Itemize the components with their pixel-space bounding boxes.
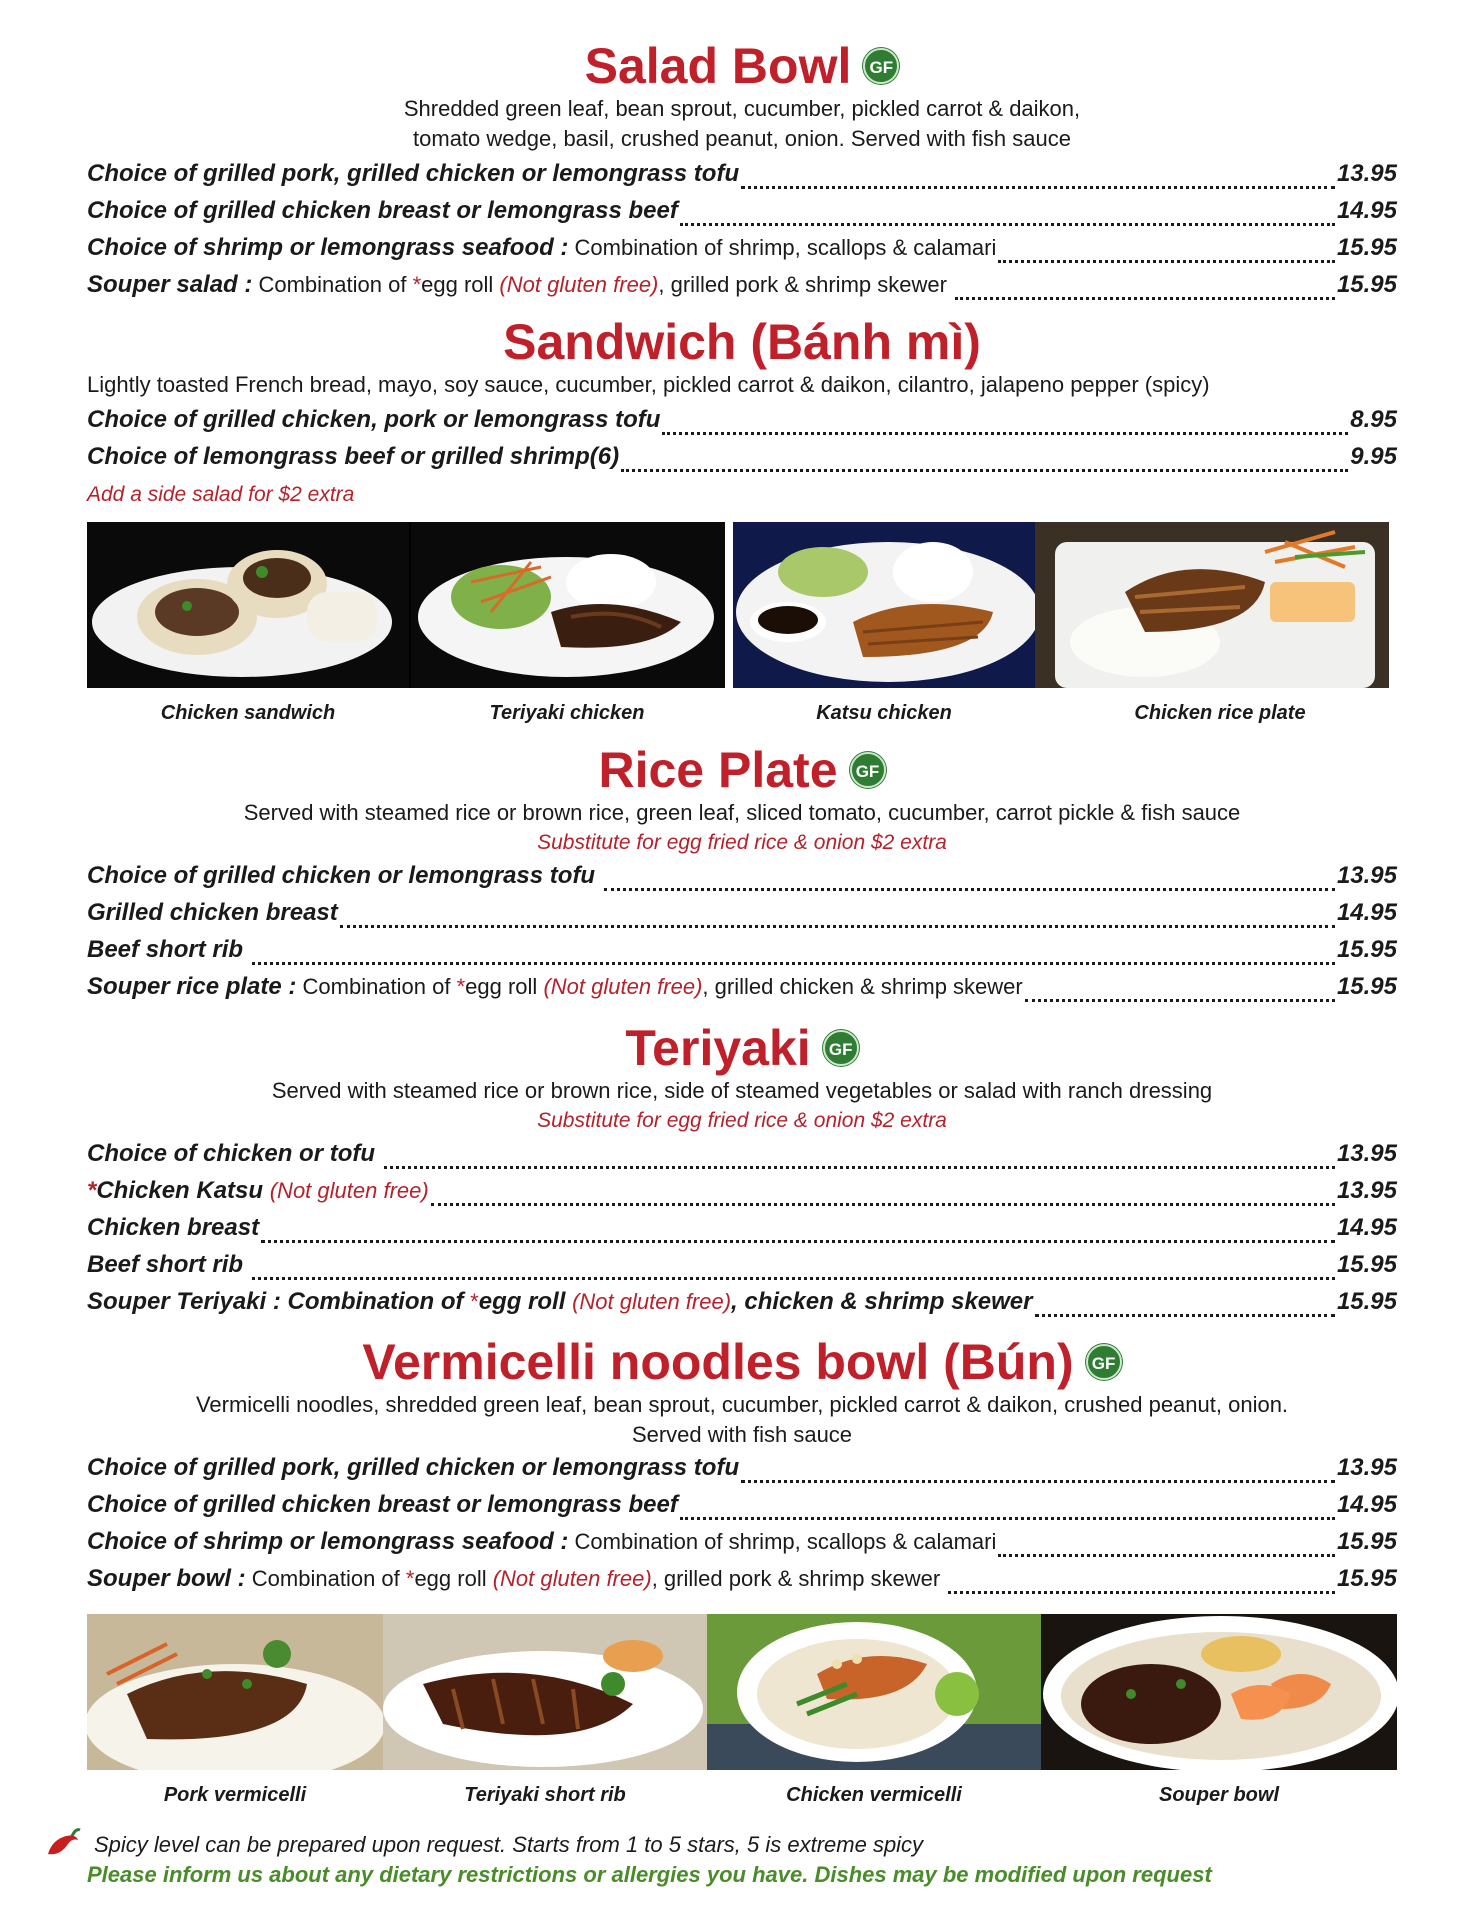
section-description: Vermicelli noodles, shredded green leaf, bean sprout, cucumber, pickled carrot & daikon, crushed peanut, onion. — [195, 1392, 1289, 1417]
section-title: Vermicelli noodles bowl (Bún) GF — [87, 1334, 1397, 1390]
menu-item: Choice of chicken or tofu 13.95 — [87, 1140, 1397, 1167]
photo-chicken-sandwich — [87, 522, 409, 688]
price: 14.95 — [1336, 1214, 1397, 1241]
teriyaki-section — [87, 1020, 1397, 1325]
photo-teriyaki-short-rib — [383, 1614, 707, 1770]
menu-item: Souper bowl : Combination of * egg roll (Not gluten free) , grilled pork & shrimp skewer 15.95 — [87, 1565, 1397, 1592]
price: 13.95 — [1336, 1140, 1397, 1167]
menu-item: Choice of grilled pork, grilled chicken or lemongrass tofu 13.95 — [87, 1454, 1397, 1481]
menu-item: Choice of grilled chicken or lemongrass tofu 13.95 — [87, 862, 1397, 889]
menu-item: Beef short rib 15.95 — [87, 1251, 1397, 1278]
menu-item: Souper salad : Combination of * egg roll (Not gluten free) , grilled pork & shrimp skewer 15.95 — [87, 271, 1397, 298]
vermicelli-section — [87, 1334, 1397, 1602]
section-title: Salad Bowl GF — [87, 38, 1397, 94]
section-title: Sandwich (Bánh mì) — [503, 314, 981, 370]
price: 15.95 — [1336, 271, 1397, 298]
price: 15.95 — [1336, 936, 1397, 963]
price: 15.95 — [1336, 1565, 1397, 1592]
menu-item: Choice of shrimp or lemongrass seafood : Combination of shrimp, scallops & calamari 15.95 — [87, 234, 1397, 261]
menu-item: Souper rice plate : Combination of * egg roll (Not gluten free) , grilled chicken & shrimp skewer 15.95 — [87, 973, 1397, 1000]
rice-plate-section — [87, 742, 1397, 1010]
photo-captions-bottom: Pork vermicelli Teriyaki short rib Chicken vermicelli Souper bowl — [163, 1784, 1279, 1806]
gluten-free-badge-icon: GF — [823, 1030, 859, 1066]
spicy-note: Spicy level can be prepared upon request. Starts from 1 to 5 stars, 5 is extreme spicy — [94, 1832, 924, 1857]
section-description: Served with steamed rice or brown rice, green leaf, sliced tomato, cucumber, carrot pickle & fish sauce — [243, 800, 1241, 825]
menu-item: Grilled chicken breast 14.95 — [87, 899, 1397, 926]
price: 13.95 — [1336, 1454, 1397, 1481]
photo-teriyaki-chicken — [409, 522, 725, 688]
photo-pork-vermicelli — [87, 1614, 383, 1770]
section-description: Shredded green leaf, bean sprout, cucumber, pickled carrot & daikon, — [403, 96, 1081, 121]
not-gluten-free-note: (Not gluten free) — [572, 1289, 732, 1314]
menu-item: Beef short rib 15.95 — [87, 936, 1397, 963]
section-note: Add a side salad for $2 extra — [87, 483, 355, 506]
price: 14.95 — [1336, 1491, 1397, 1518]
gluten-free-badge-icon: GF — [863, 48, 899, 84]
gluten-free-badge-icon: GF — [1086, 1344, 1122, 1380]
photo-chicken-vermicelli — [707, 1614, 1041, 1770]
menu-item: * Chicken Katsu (Not gluten free) 13.95 — [87, 1177, 1397, 1204]
section-note: Substitute for egg fried rice & onion $2 extra — [537, 1109, 947, 1132]
not-gluten-free-note: (Not gluten free) — [543, 974, 703, 999]
allergy-note: Please inform us about any dietary restrictions or allergies you have. Dishes may be modified upon request — [87, 1862, 1212, 1887]
price: 14.95 — [1336, 899, 1397, 926]
price: 13.95 — [1336, 160, 1397, 187]
not-gluten-free-note: (Not gluten free) — [492, 1566, 652, 1591]
price: 15.95 — [1336, 1528, 1397, 1555]
photo-souper-bowl — [1041, 1614, 1397, 1770]
sandwich-section — [87, 314, 1397, 510]
menu-item: Choice of lemongrass beef or grilled shrimp(6) 9.95 — [87, 443, 1397, 470]
price: 13.95 — [1336, 1177, 1397, 1204]
price: 8.95 — [1350, 406, 1397, 433]
menu-item: Choice of grilled chicken breast or lemongrass beef 14.95 — [87, 1491, 1397, 1518]
not-gluten-free-note: (Not gluten free) — [499, 272, 659, 297]
gluten-free-badge-icon: GF — [850, 752, 886, 788]
section-title: Teriyaki GF — [87, 1020, 1397, 1076]
photo-strip-bottom — [87, 1614, 1397, 1770]
section-description: tomato wedge, basil, crushed peanut, onion. Served with fish sauce — [413, 126, 1071, 151]
not-gluten-free-note: (Not gluten free) — [269, 1178, 429, 1203]
menu-item: Choice of shrimp or lemongrass seafood : Combination of shrimp, scallops & calamari 15.95 — [87, 1528, 1397, 1555]
menu-item: Choice of grilled chicken, pork or lemongrass tofu 8.95 — [87, 406, 1397, 433]
section-note: Substitute for egg fried rice & onion $2 extra — [537, 831, 947, 854]
chili-pepper-icon — [42, 1826, 82, 1867]
menu-item: Choice of grilled chicken breast or lemongrass beef 14.95 — [87, 197, 1397, 224]
section-description: Served with steamed rice or brown rice, side of steamed vegetables or salad with ranch dressing — [271, 1078, 1213, 1103]
price: 15.95 — [1336, 234, 1397, 261]
menu-item: Souper Teriyaki : Combination of * egg roll (Not gluten free) , chicken & shrimp skewer 15.95 — [87, 1288, 1397, 1315]
price: 9.95 — [1350, 443, 1397, 470]
menu-item: Chicken breast 14.95 — [87, 1214, 1397, 1241]
price: 14.95 — [1336, 197, 1397, 224]
section-title: Rice Plate GF — [87, 742, 1397, 798]
menu-item: Choice of grilled pork, grilled chicken or lemongrass tofu 13.95 — [87, 160, 1397, 187]
price: 15.95 — [1336, 1251, 1397, 1278]
section-description: Lightly toasted French bread, mayo, soy sauce, cucumber, pickled carrot & daikon, cilantro, jalapeno pepper (spicy) — [87, 372, 1210, 397]
photo-captions-top: Chicken sandwich Teriyaki chicken Katsu chicken Chicken rice plate — [160, 702, 1306, 724]
price: 15.95 — [1336, 1288, 1397, 1315]
price: 15.95 — [1336, 973, 1397, 1000]
photo-chicken-rice-plate — [1035, 522, 1389, 688]
photo-strip-top — [87, 522, 1397, 688]
price: 13.95 — [1336, 862, 1397, 889]
photo-katsu-chicken — [725, 522, 1035, 688]
salad-bowl-section — [87, 38, 1397, 308]
section-description: Served with fish sauce — [631, 1422, 853, 1447]
